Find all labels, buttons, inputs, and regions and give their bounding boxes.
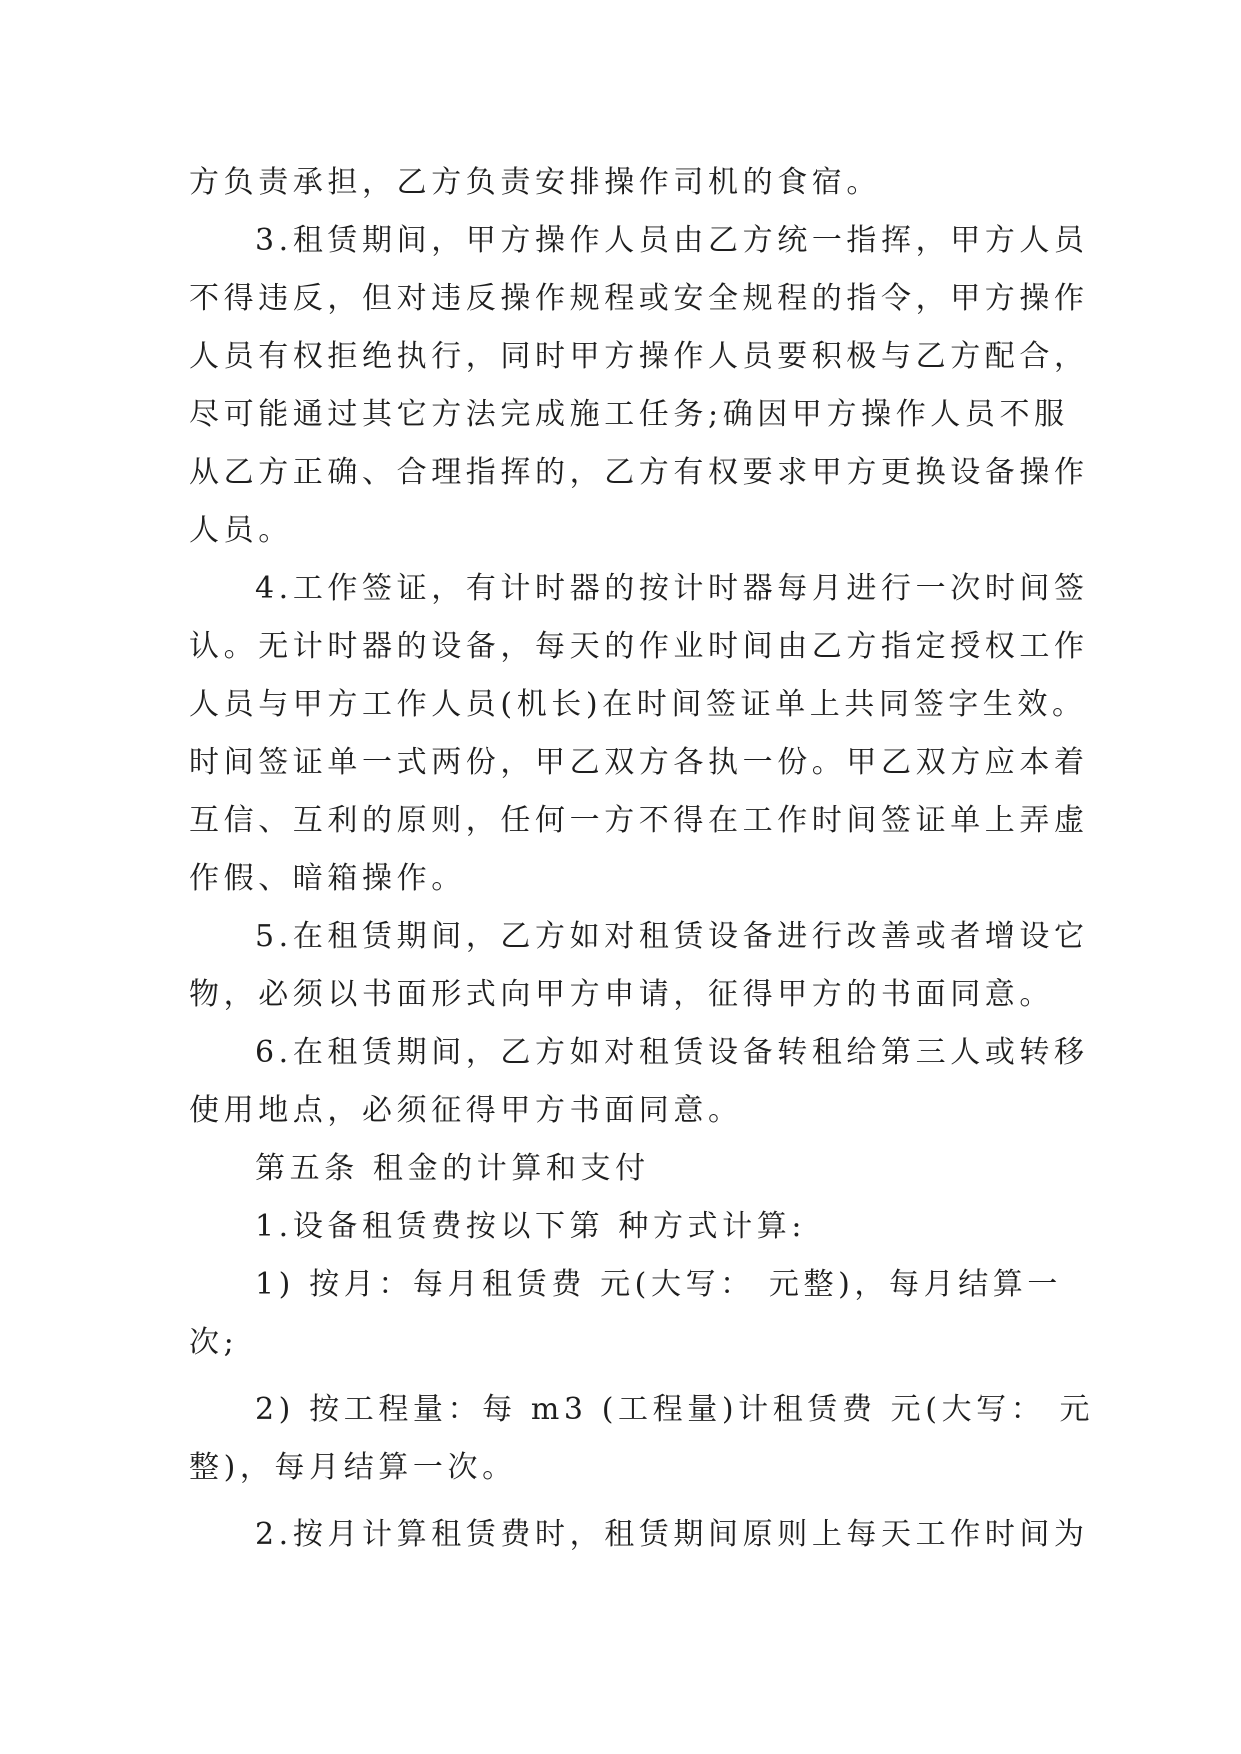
article-5-item-1: 1.设备租赁费按以下第 种方式计算: (255, 1209, 807, 1244)
clause-4-line: 4.工作签证，有计时器的按计时器每月进行一次时间签 (255, 571, 1089, 606)
text-line: 尽可能通过其它方法完成施工任务;确因甲方操作人员不服 (189, 397, 1069, 432)
text-line: 使用地点，必须征得甲方书面同意。 (189, 1093, 743, 1128)
text-line: 互信、互利的原则，任何一方不得在工作时间签证单上弄虚 (189, 803, 1089, 838)
text-line: 认。无计时器的设备，每天的作业时间由乙方指定授权工作 (189, 629, 1089, 664)
article-5-heading: 第五条 租金的计算和支付 (255, 1151, 650, 1186)
option-2-line: 2) 按工程量：每 m3 (工程量)计租赁费 元(大写： 元 (255, 1392, 1095, 1427)
text-line: 方负责承担，乙方负责安排操作司机的食宿。 (189, 165, 881, 200)
text-line: 人员有权拒绝执行，同时甲方操作人员要积极与乙方配合， (189, 339, 1089, 374)
text-line: 整)，每月结算一次。 (189, 1450, 517, 1485)
clause-5-line: 5.在租赁期间，乙方如对租赁设备进行改善或者增设它 (255, 919, 1089, 954)
article-5-item-2: 2.按月计算租赁费时，租赁期间原则上每天工作时间为 (255, 1517, 1089, 1552)
option-1-line: 1) 按月：每月租赁费 元(大写： 元整)，每月结算一 (255, 1267, 1063, 1302)
text-line: 作假、暗箱操作。 (189, 861, 466, 896)
clause-3-line: 3.租赁期间，甲方操作人员由乙方统一指挥，甲方人员 (255, 223, 1089, 258)
text-line: 人员与甲方工作人员(机长)在时间签证单上共同签字生效。 (189, 687, 1087, 722)
text-line: 次; (189, 1325, 239, 1360)
document-body (189, 154, 1095, 1564)
text-line: 物，必须以书面形式向甲方申请，征得甲方的书面同意。 (189, 977, 1054, 1012)
text-line: 时间签证单一式两份，甲乙双方各执一份。甲乙双方应本着 (189, 745, 1089, 780)
text-line: 不得违反，但对违反操作规程或安全规程的指令，甲方操作 (189, 281, 1089, 316)
text-line: 从乙方正确、合理指挥的，乙方有权要求甲方更换设备操作 (189, 455, 1089, 490)
clause-6-line: 6.在租赁期间，乙方如对租赁设备转租给第三人或转移 (255, 1035, 1089, 1070)
text-line: 人员。 (189, 513, 293, 548)
